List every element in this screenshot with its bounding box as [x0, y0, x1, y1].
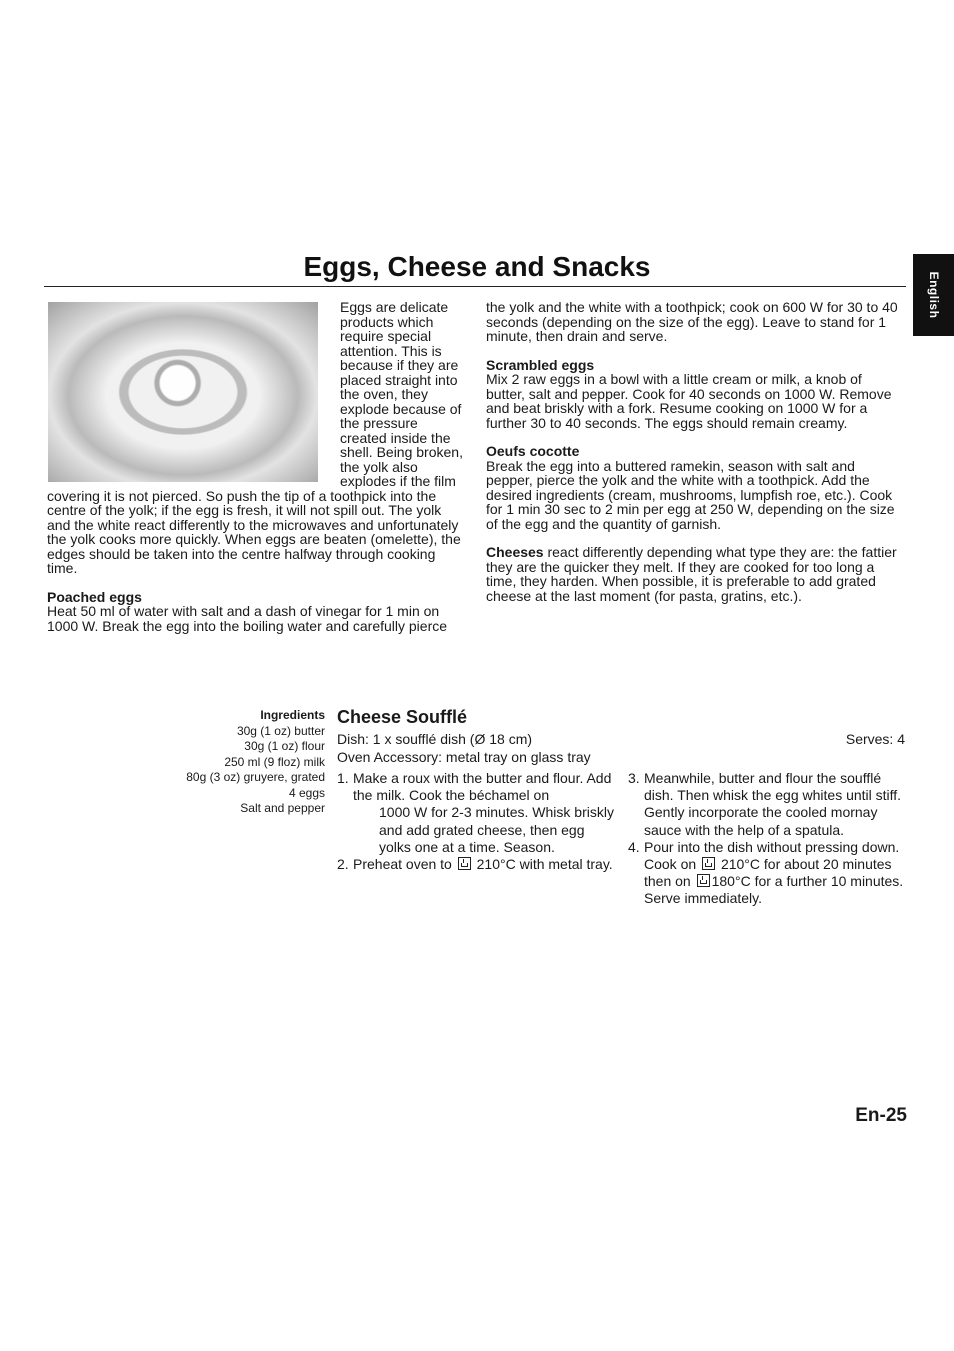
- ingredient-item: 4 eggs: [288, 785, 325, 800]
- page-number: En-25: [855, 1105, 907, 1126]
- recipe-step: [337, 770, 619, 856]
- step-text: Pour into the dish without pressing down. Cook on: [644, 838, 900, 873]
- recipe-steps-left: [337, 770, 619, 873]
- step-text: Meanwhile, butter and flour the soufflé dish. Then whisk the egg whites until stiff. Gently incorporate the cooled mornay sauce with the help of a spatula.: [644, 770, 902, 838]
- ingredients-title: Ingredients: [260, 708, 325, 722]
- step-number: 1.: [337, 770, 349, 786]
- egg-poacher-photo: [48, 302, 318, 482]
- cheeses-paragraph: [486, 545, 904, 603]
- ingredient-item: Salt and pepper: [240, 801, 325, 815]
- left-column: [47, 300, 467, 633]
- convection-oven-icon: [458, 857, 471, 870]
- step-text: 180°C for a further 10 minutes. Serve immediately.: [644, 873, 904, 907]
- step-text: Make a roux with the butter and flour. Add the milk. Cook the béchamel on: [353, 770, 612, 804]
- cheeses-lead: Cheeses: [486, 544, 544, 560]
- intro-paragraph: Eggs are delicate products which require special attention. This is because if they are placed straight into the oven, they explode because of the pressure created inside the shell. Being broken, the yolk also explodes if the film covering it is not pierced. So push the tip of a toothpick into the centre of the yolk; if the egg is fresh, it will not spill out. The yolk and the white react differently to the microwaves and unfortunately the yolk cooks more quickly. When eggs are beaten (omelette), the edges should be taken into the centre halfway through cooking time.: [47, 299, 463, 576]
- scrambled-eggs-heading: Scrambled eggs: [486, 356, 595, 373]
- poached-eggs-text-continued: the yolk and the white with a toothpick; cook on 600 W for 30 to 40 seconds (depending on the size of the egg). Leave to stand for 1 minute, then drain and serve.: [486, 299, 898, 344]
- oeufs-cocotte-text: Break the egg into a buttered ramekin, season with salt and pepper, pierce the yolk and the white with a toothpick. Add the desired ingredients (cream, mushrooms, lumpfish roe, etc.). Cook for 1 min 30 sec to 2 min per egg at 250 W, depending on the size of the egg and the quantity of garnish.: [486, 457, 895, 532]
- ingredient-item: 250 ml (9 floz) milk: [224, 754, 325, 769]
- recipe-step: [337, 856, 619, 873]
- step-text: Preheat oven to: [353, 856, 452, 873]
- title-rule: [44, 286, 906, 287]
- step-text: 210°C with metal tray.: [476, 856, 613, 873]
- recipe-step: [628, 770, 912, 839]
- convection-oven-icon: [697, 874, 710, 887]
- ingredient-item: 30g (1 oz) flour: [244, 739, 325, 753]
- language-tab-label: English: [926, 271, 941, 319]
- oeufs-cocotte-heading: Oeufs cocotte: [486, 443, 580, 459]
- recipe-dish: Dish: 1 x soufflé dish (Ø 18 cm): [337, 731, 533, 747]
- convection-oven-icon: [702, 857, 715, 870]
- step-text: 210°C for about 20 minutes then on: [644, 856, 892, 890]
- poached-eggs-text: Heat 50 ml of water with salt and a dash of vinegar for 1 min on 1000 W. Break the egg into the boiling water and carefully pierce: [47, 603, 448, 634]
- ingredient-item: 80g (3 oz) gruyere, grated: [186, 770, 325, 784]
- recipe-steps-right: [628, 770, 912, 908]
- recipe-meta: [337, 731, 591, 766]
- ingredient-item: 30g (1 oz) butter: [236, 723, 325, 738]
- step-number: 3.: [628, 770, 640, 786]
- recipe-step: [628, 839, 912, 908]
- recipe-serves: Serves: 4: [845, 731, 905, 747]
- step-number: 4.: [628, 838, 640, 855]
- right-column: [486, 300, 904, 603]
- cheeses-text: react differently depending what type they are: the fattier they are the quicker they melt. If they are cooked for too long a time, they harden. When possible, it is preferable to add grated cheese at the last moment (for pasta, gratins, etc.).: [486, 544, 897, 604]
- recipe-title: Cheese Soufflé: [337, 707, 468, 727]
- recipe-accessory: Oven Accessory: metal tray on glass tray: [337, 748, 591, 765]
- poached-eggs-heading: Poached eggs: [47, 588, 142, 605]
- step-text: 1000 W for 2-3 minutes. Whisk briskly and add grated cheese, then egg yolks one at a time. Season.: [379, 804, 614, 855]
- scrambled-eggs-text: Mix 2 raw eggs in a bowl with a little cream or milk, a knob of butter, salt and pepper. Cook for 40 seconds on 1000 W. Remove and beat briskly with a fork. Resume cooking on 1000 W for a further 30 to 40 seconds. The eggs should remain creamy.: [486, 371, 892, 431]
- page-title: Eggs, Cheese and Snacks: [303, 251, 651, 282]
- ingredients-list: [150, 708, 325, 817]
- step-number: 2.: [337, 856, 349, 873]
